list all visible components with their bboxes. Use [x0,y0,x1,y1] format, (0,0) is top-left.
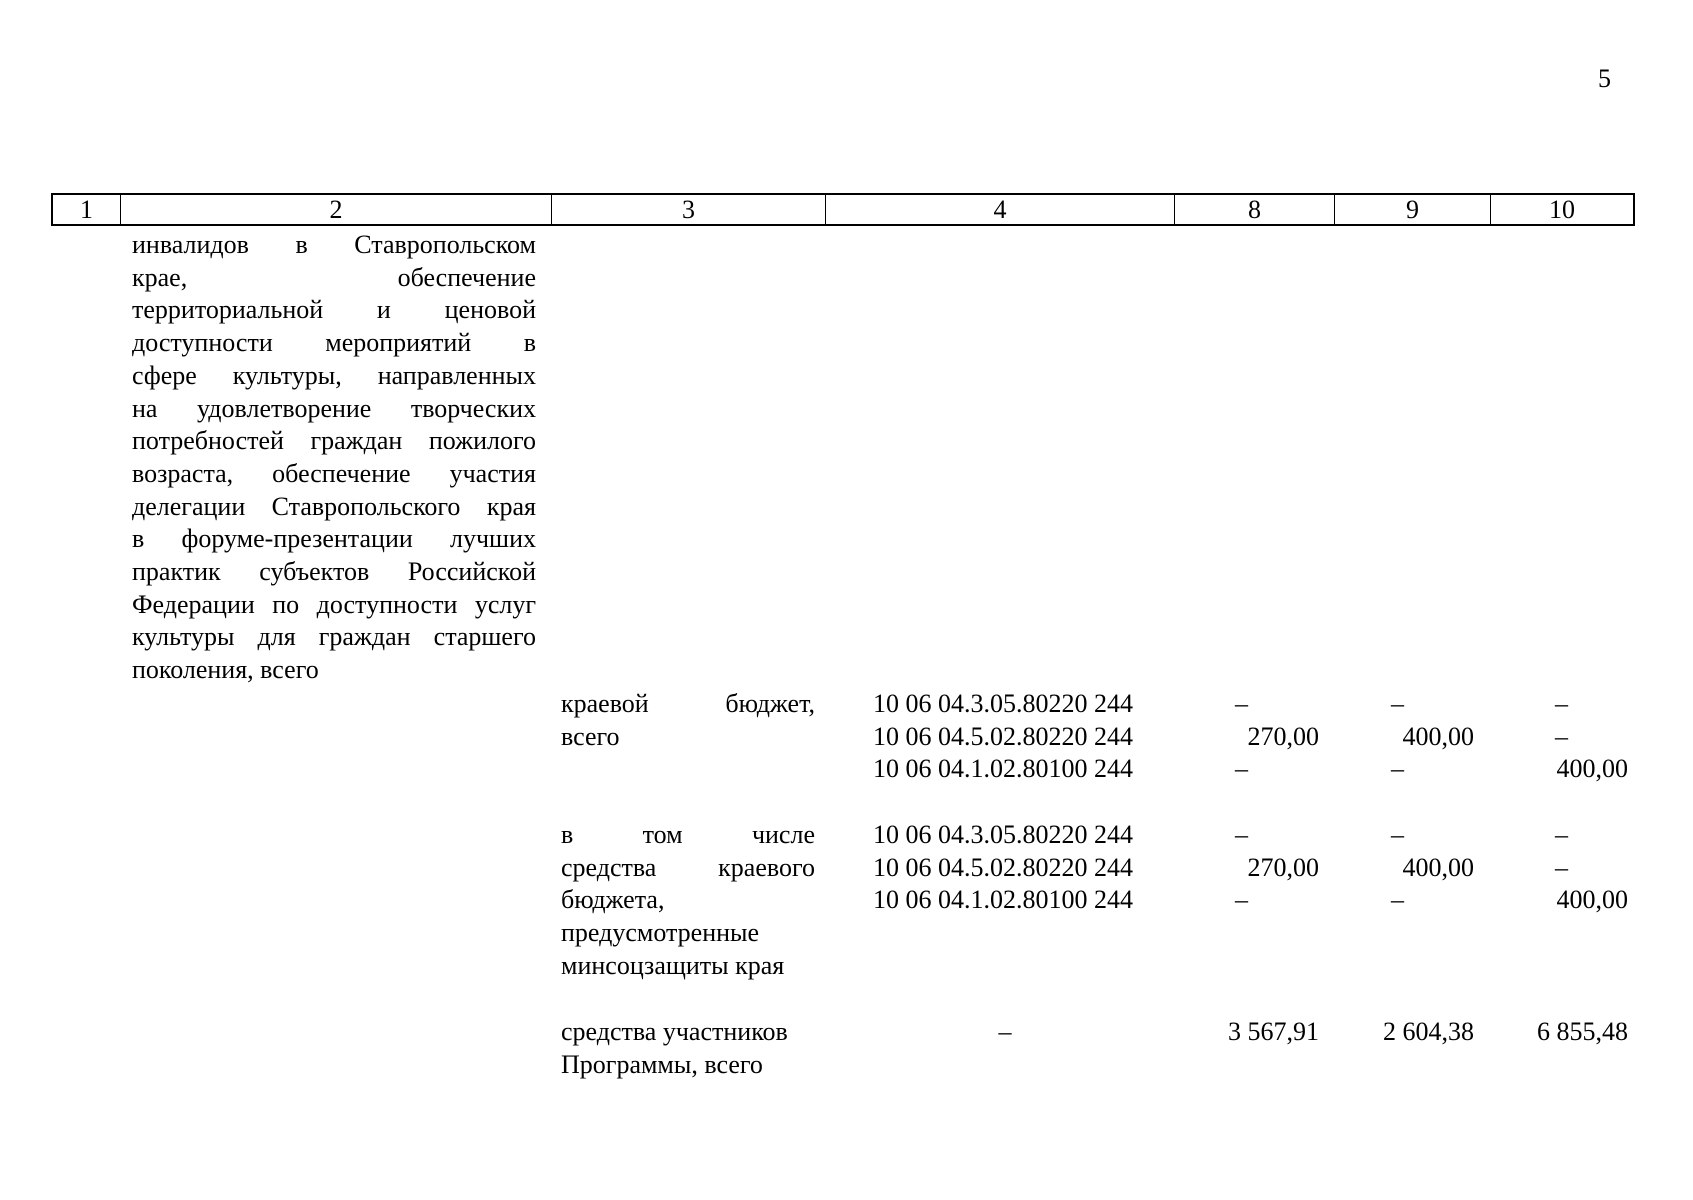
page-number: 5 [1598,64,1611,93]
header-col-10: 10 [1549,194,1575,224]
budget-code-block3: – [998,1017,1012,1046]
budget-code: 10 06 04.3.05.80220 244 [873,820,1133,849]
value-cell: – [1235,689,1248,718]
description-line: потребностей граждан пожилого [132,426,536,456]
value-cell: – [1391,820,1404,849]
header-col-9: 9 [1335,195,1491,224]
value-cell: – [1391,885,1404,915]
budget-codes-block2 [873,819,1163,917]
table-header-row [51,193,1635,226]
col9-block1 [1323,688,1474,786]
value-cell: – [1391,689,1404,718]
value-cell: – [1555,852,1568,882]
col10-block2 [1478,819,1628,917]
header-col-4: 4 [826,195,1175,224]
budget-code: 10 06 04.5.02.80220 244 [873,852,1133,882]
value-cell: 270,00 [1247,852,1319,882]
source-line: всего [561,721,620,751]
source-line: Программы, всего [561,1049,763,1079]
description-line: сфере культуры, направленных [132,360,536,390]
source-line: средства участников [561,1017,788,1046]
value-cell: – [1555,721,1568,751]
col9-block3: 2 604,38 [1383,1017,1474,1046]
description-line: в форуме-презентации лучших [132,524,536,554]
header-col-2: 2 [121,195,552,224]
value-cell: 400,00 [1402,852,1474,882]
value-cell: – [1555,689,1568,718]
source-line: в том числе [561,820,815,849]
source-including-social-ministry [561,819,815,983]
budget-code: 10 06 04.3.05.80220 244 [873,689,1133,718]
description-line: культуры для граждан старшего [132,622,536,652]
source-line: минсоцзащиты края [561,950,785,980]
value-cell: 400,00 [1556,754,1628,784]
source-line: краевой бюджет, [561,689,815,718]
header-col-1: 1 [53,195,121,224]
header-col-8: 8 [1175,195,1335,224]
description-line: на удовлетворение творческих [132,393,536,423]
description-line: Федерации по доступности услуг [132,589,536,619]
description-line: территориальной и ценовой [132,295,536,325]
budget-code: 10 06 04.1.02.80100 244 [873,885,1133,915]
description-line: поколения, всего [132,655,319,685]
description-line: возраста, обеспечение участия [132,458,536,488]
measure-description [132,229,536,687]
value-cell: – [1235,885,1248,915]
col10-block3: 6 855,48 [1537,1017,1628,1046]
description-line: крае, обеспечение [132,262,536,292]
source-line: предусмотренные [561,918,760,948]
col8-block1 [1168,688,1319,786]
description-line: инвалидов в Ставропольском [132,230,536,259]
description-line: делегации Ставропольского края [132,491,536,521]
value-cell: 400,00 [1556,885,1628,915]
col8-block2 [1168,819,1319,917]
description-line: практик субъектов Российской [132,557,536,587]
budget-code: 10 06 04.5.02.80220 244 [873,721,1133,751]
budget-codes-block1 [873,688,1163,786]
description-line: доступности мероприятий в [132,328,536,358]
col9-block2 [1323,819,1474,917]
source-line: средства краевого [561,852,815,882]
value-cell: – [1555,820,1568,849]
value-cell: – [1391,754,1404,784]
header-col-3: 3 [552,195,826,224]
source-regional-budget [561,688,815,753]
col8-block3: 3 567,91 [1228,1017,1319,1046]
budget-code: 10 06 04.1.02.80100 244 [873,754,1133,784]
value-cell: – [1235,754,1248,784]
source-line: бюджета, [561,885,665,915]
value-cell: 270,00 [1247,721,1319,751]
value-cell: 400,00 [1402,721,1474,751]
value-cell: – [1235,820,1248,849]
source-program-participants [561,1016,815,1081]
col10-block1 [1478,688,1628,786]
